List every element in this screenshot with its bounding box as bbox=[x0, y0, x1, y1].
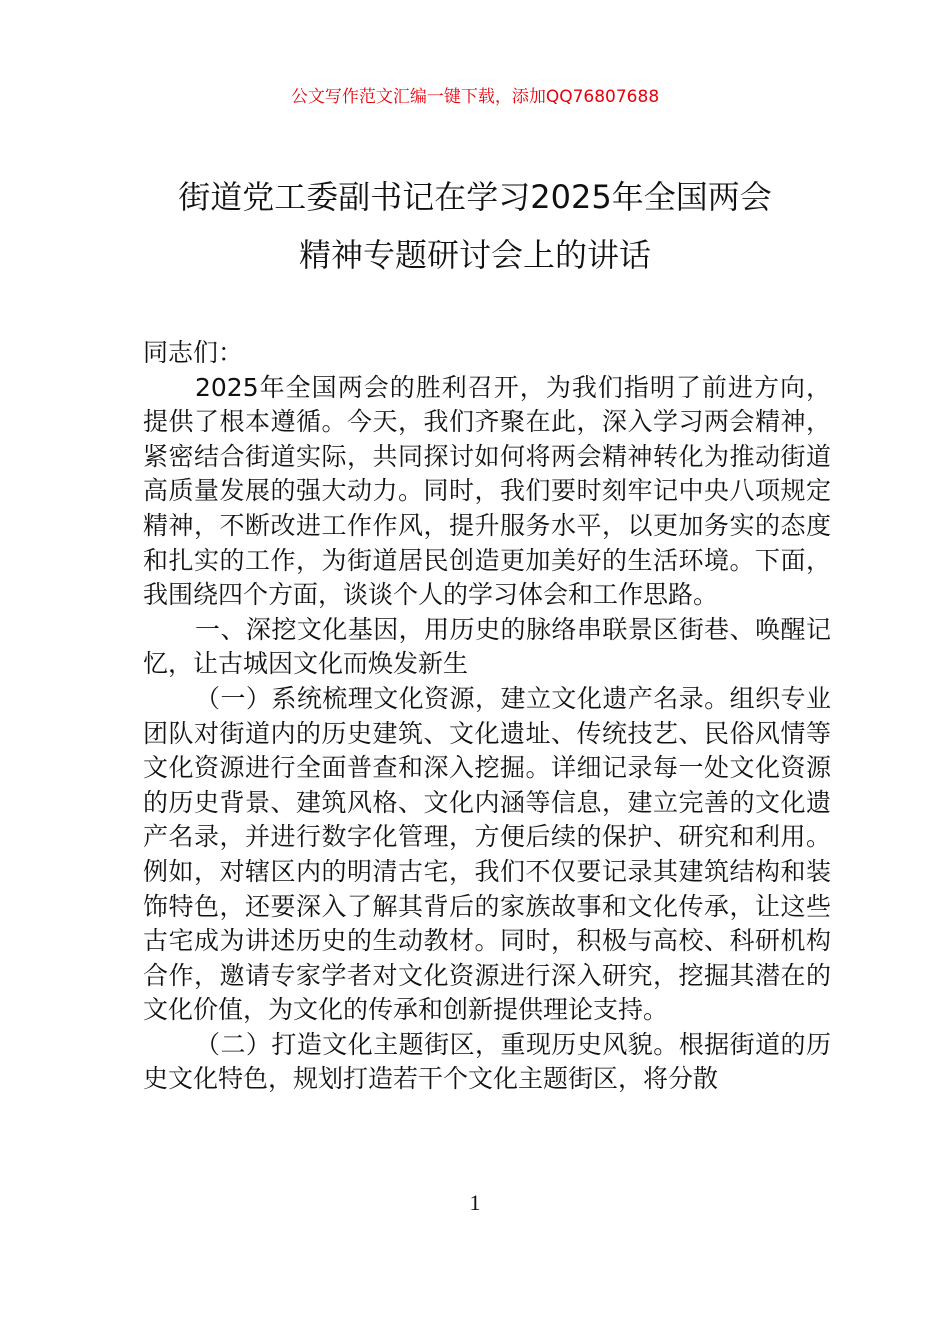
title-line-2: 精神专题研讨会上的讲话 bbox=[298, 236, 651, 274]
page-number: 1 bbox=[469, 1190, 481, 1215]
paragraph-intro: 2025年全国两会的胜利召开，为我们指明了前进方向，提供了根本遵循。今天，我们齐聚在此，深入学习两会精神，紧密结合街道实际，共同探讨如何将两会精神转化为推动街道高质量发展的强大动力。同时，我们要时刻牢记中央八项规定精神，不断改进工作作风，提升服务水平，以更加务实的态度和扎实的工作，为街道居民创造更加美好的生活环境。下面，我围绕四个方面，谈谈个人的学习体会和工作思路。 bbox=[143, 372, 831, 610]
subsection-1-1: （一）系统梳理文化资源，建立文化遗产名录。组织专业团队对街道内的历史建筑、文化遗址、传统技艺、民俗风情等文化资源进行全面普查和深入挖掘。详细记录每一处文化资源的历史背景、建筑风格、文化内涵等信息，建立完善的文化遗产名录，并进行数字化管理，方便后续的保护、研究和利用。例如，对辖区内的明清古宅，我们不仅要记录其建筑结构和装饰特色，还要深入了解其背后的家族故事和文化传承，让这些古宅成为讲述历史的生动教材。同时，积极与高校、科研机构合作，邀请专家学者对文化资源进行深入研究，挖掘其潜在的文化价值，为文化的传承和创新提供理论支持。 bbox=[143, 683, 831, 1025]
section-heading-1: 一、深挖文化基因，用历史的脉络串联景区街巷、唤醒记忆，让古城因文化而焕发新生 bbox=[143, 614, 831, 679]
subsection-1-2: （二）打造文化主题街区，重现历史风貌。根据街道的历史文化特色，规划打造若干个文化主题街区，将分散 bbox=[143, 1029, 831, 1094]
document-body bbox=[143, 336, 831, 1097]
header-banner: 公文写作范文汇编一键下载，添加QQ76807688 bbox=[290, 87, 660, 107]
salutation: 同志们： bbox=[143, 338, 244, 367]
title-line-1: 街道党工委副书记在学习2025年全国两会 bbox=[178, 178, 772, 216]
document-title bbox=[120, 168, 830, 284]
